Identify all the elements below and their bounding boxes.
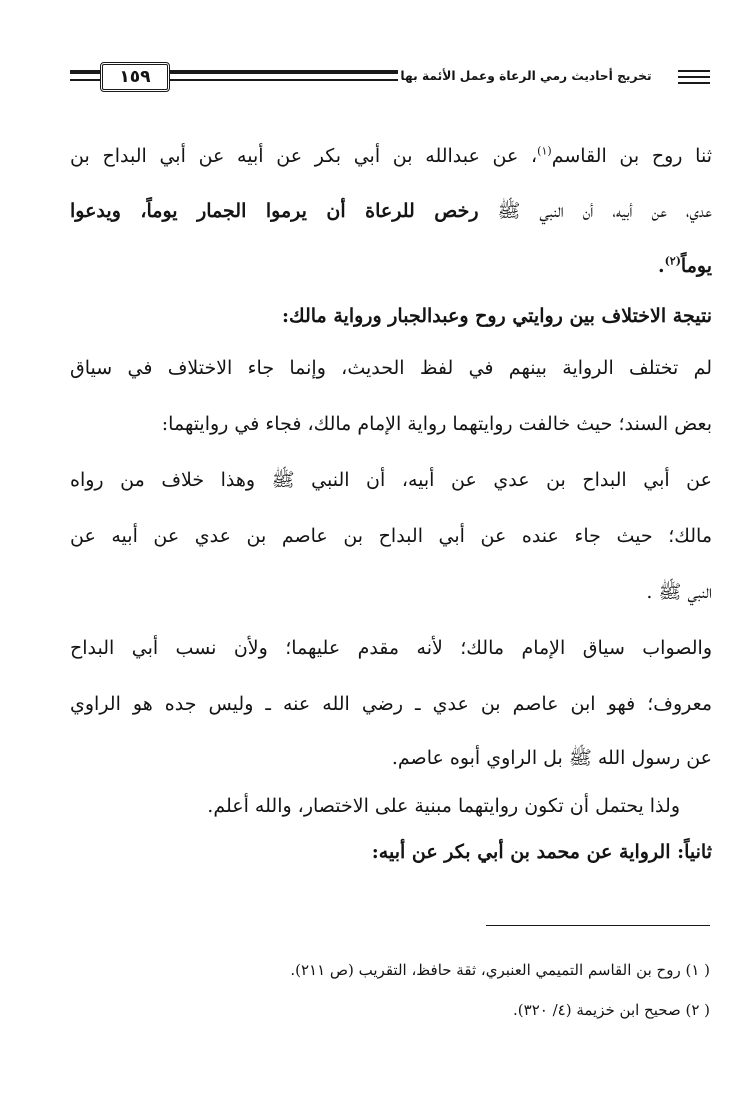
footnote-ref: (١)	[537, 144, 552, 158]
text-line: النبي ﷺ .	[646, 581, 712, 603]
header-rule-left-bottom	[70, 79, 100, 81]
text-line: يوماً$^{(٢)}$.	[657, 254, 712, 277]
header-rule-mid-top	[170, 70, 398, 74]
text-line: مالك؛ حيث جاء عنده عن أبي البداح بن عاصم بن عدي عن أبيه عن	[70, 525, 712, 547]
text-line: لم تختلف الرواية بينهم في لفظ الحديث، وإنما جاء الاختلاف في سياق	[70, 357, 712, 379]
header-rule-mid-bottom	[170, 79, 398, 81]
text-line: عن أبي البداح بن عدي عن أبيه، أن النبي ﷺ وهذا خلاف من رواه	[70, 469, 712, 491]
footnote: ( ٢) صحيح ابن خزيمة (٤/ ٣٢٠).	[513, 1001, 710, 1019]
header-rule-right-3	[678, 82, 710, 84]
header-title: تخريج أحاديث رمي الرعاة وعمل الأئمة بها	[400, 69, 652, 83]
footnote-ref: (٢)	[664, 254, 681, 268]
text-line: بعض السند؛ حيث خالفت روايتهما رواية الإمام مالك، فجاء في روايتهما:	[161, 413, 712, 435]
section-heading: ثانياً: الرواية عن محمد بن أبي بكر عن أبيه:	[371, 841, 712, 863]
text-line: ولذا يحتمل أن تكون روايتهما مبنية على الاختصار، والله أعلم.	[207, 795, 680, 817]
header-rule-right-1	[678, 70, 710, 72]
text-line: ثنا روح بن القاسم$^{(١)}$، عن عبدالله بن أبي بكر عن أبيه عن أبي البداح بن	[70, 144, 712, 167]
page-number: ١٥٩	[100, 62, 170, 92]
text-line: والصواب سياق الإمام مالك؛ لأنه مقدم عليهما؛ ولأن نسب أبي البداح	[70, 637, 712, 659]
hadith-text: رخص للرعاة أن يرموا الجمار يوماً، ويدعوا	[70, 200, 479, 222]
footnote-separator	[486, 925, 710, 926]
running-header	[70, 62, 710, 92]
header-rule-right-2	[678, 76, 710, 78]
text-line: عن رسول الله ﷺ بل الراوي أبوه عاصم.	[391, 747, 712, 769]
text-line: عدي، عن أبيه، أن النبي ﷺ رخص للرعاة أن يرموا الجمار يوماً، ويدعوا	[70, 200, 712, 222]
footnote: ( ١) روح بن القاسم التميمي العنبري، ثقة حافظ، التقريب (ص ٢١١).	[290, 961, 710, 979]
section-heading: نتيجة الاختلاف بين روايتي روح وعبدالجبار ورواية مالك:	[281, 305, 712, 327]
header-rule-left-top	[70, 70, 100, 74]
text-line: معروف؛ فهو ابن عاصم بن عدي ـ رضي الله عنه ـ وليس جده هو الراوي	[70, 693, 712, 715]
